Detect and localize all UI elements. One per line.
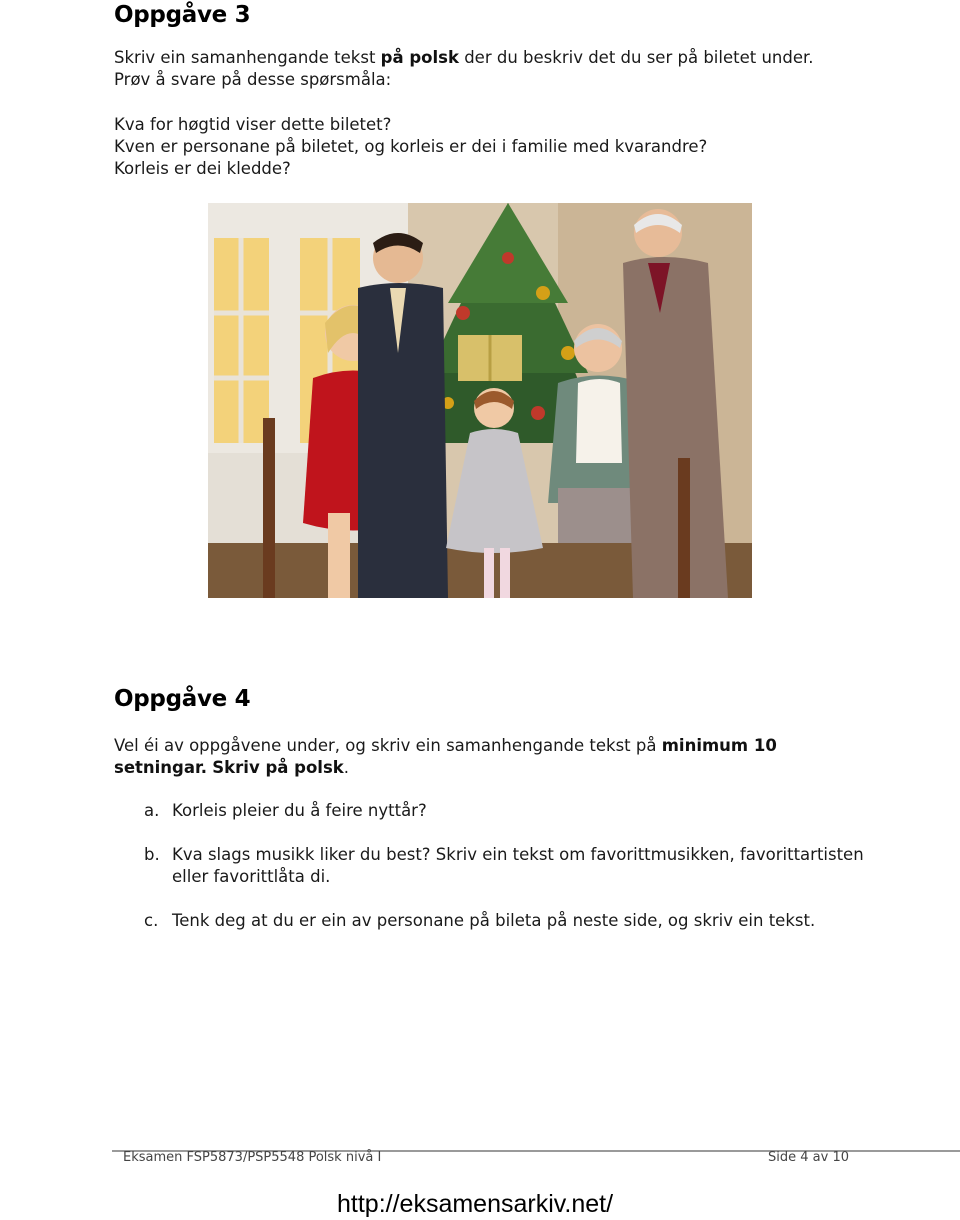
task3-question: Kven er personane på biletet, og korleis er dei i familie med kvarandre? [114,137,708,156]
task4-intro-emphasis: Skriv på polsk [212,758,344,777]
task3-question: Kva for høgtid viser dette biletet? [114,115,392,134]
task4-intro-end: . [343,758,349,777]
source-url: http://eksamensarkiv.net/ [337,1190,614,1218]
task4-options [144,800,864,954]
family-christmas-photo [208,203,752,598]
task3-intro-text: Skriv ein samanhengande tekst [114,48,381,67]
option-text: Kva slags musikk liker du best? Skriv ein tekst om favorittmusikken, favorittartisten eller favorittlåta di. [172,845,864,886]
task3-intro [114,47,854,91]
option-text: Korleis pleier du å feire nyttår? [172,801,427,820]
task4-heading: Oppgåve 4 [114,686,251,712]
list-item [144,910,864,932]
task4-intro-text: Vel éi av oppgåvene under, og skriv ein samanhengande tekst på [114,736,662,755]
task4-intro-emphasis: minimum 10 setningar. [114,736,777,777]
task3-intro-text-end: der du beskriv det du ser på biletet under. Prøv å svare på desse spørsmåla: [114,48,814,89]
task3-intro-emphasis: på polsk [380,48,459,67]
task3-questions [114,114,854,180]
option-marker: c. [144,911,159,930]
task3-heading: Oppgåve 3 [114,2,251,28]
option-marker: a. [144,801,160,820]
list-item [144,800,864,822]
footer-exam-title: Eksamen FSP5873/PSP5548 Polsk nivå I [123,1150,382,1165]
task3-question: Korleis er dei kledde? [114,159,291,178]
option-text: Tenk deg at du er ein av personane på bileta på neste side, og skriv ein tekst. [172,911,816,930]
footer-page-number: Side 4 av 10 [768,1150,849,1165]
list-item [144,844,864,888]
task4-intro [114,735,854,779]
option-marker: b. [144,845,160,864]
